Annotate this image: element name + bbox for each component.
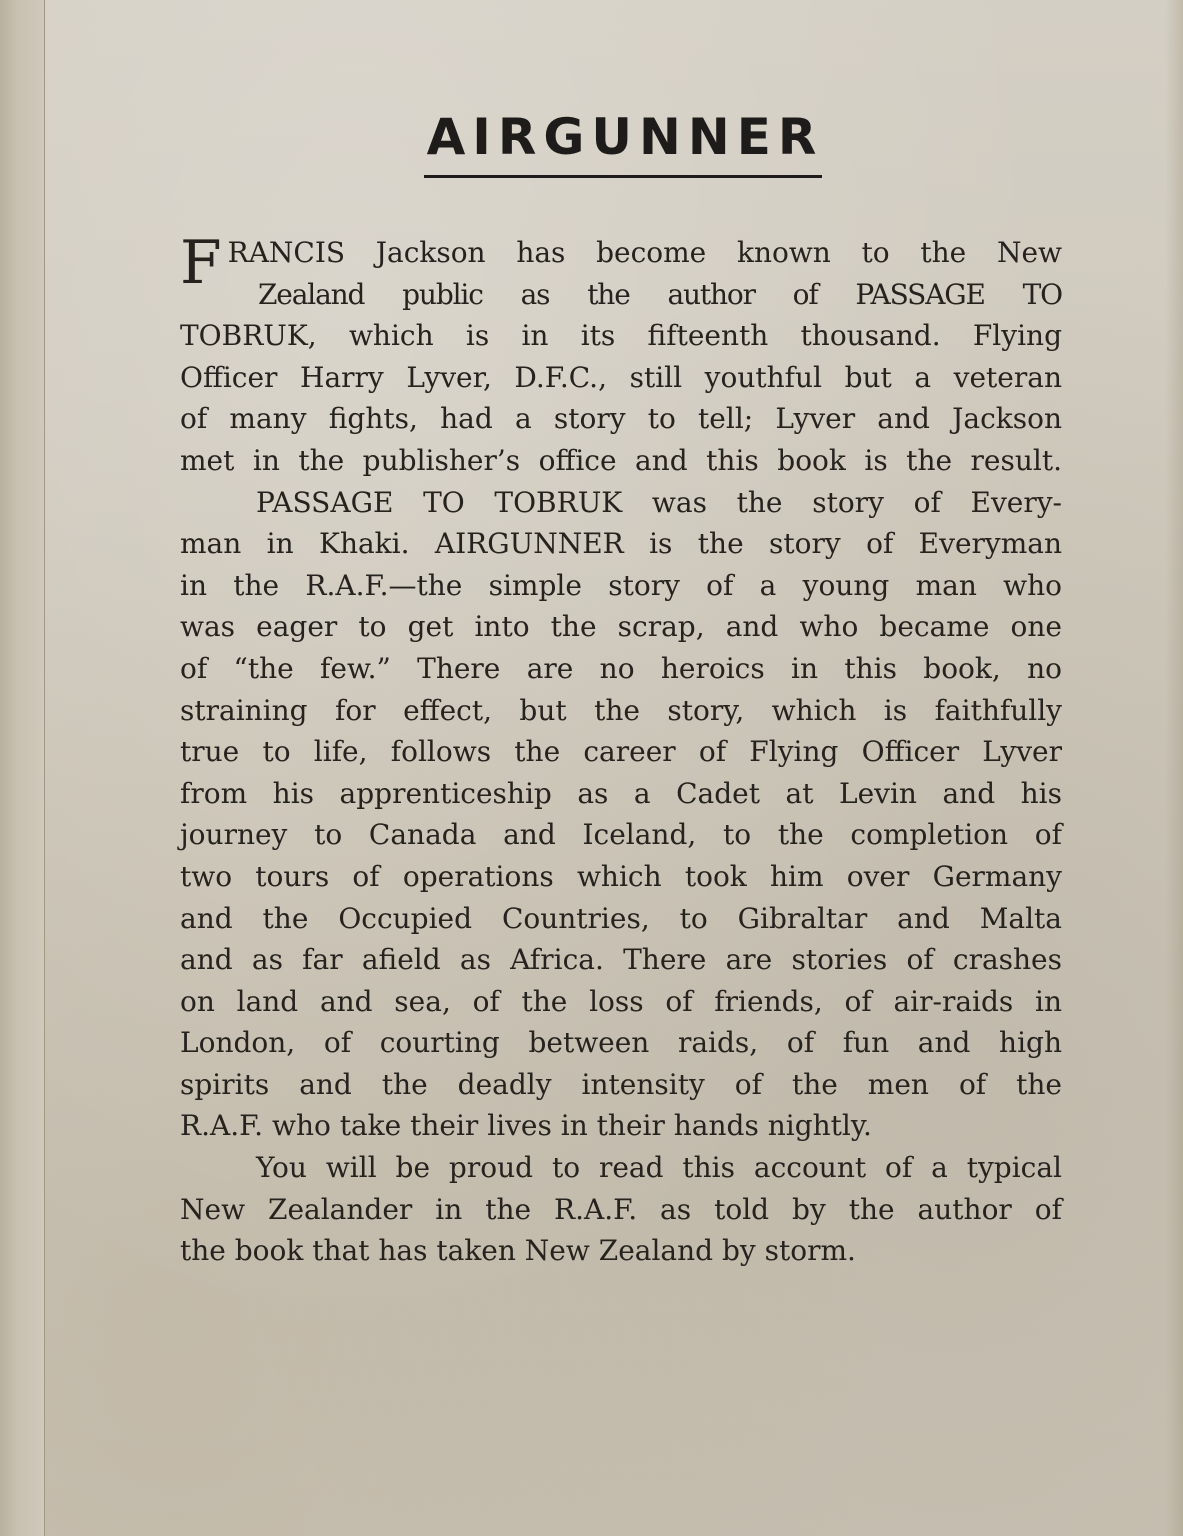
paragraph-3 bbox=[180, 1147, 1062, 1272]
text-line: TOBRUK, which is in its fifteenth thousand. Flying bbox=[180, 319, 1062, 353]
text-line: the book that has taken New Zealand by storm. bbox=[180, 1234, 856, 1268]
text-line: PASSAGE TO TOBRUK was the story of Every- bbox=[256, 485, 1062, 519]
text-line: New Zealander in the R.A.F. as told by the author of bbox=[180, 1192, 1062, 1226]
text-line: Officer Harry Lyver, D.F.C., still youthful but a veteran bbox=[180, 360, 1062, 394]
text-line: spirits and the deadly intensity of the men of the bbox=[180, 1067, 1062, 1101]
text-line: true to life, follows the career of Flying Officer Lyver bbox=[180, 735, 1062, 769]
text-line: London, of courting between raids, of fun and high bbox=[180, 1026, 1062, 1060]
text-line: in the R.A.F.—the simple story of a young man who bbox=[180, 568, 1062, 602]
text-line: journey to Canada and Iceland, to the completion of bbox=[180, 818, 1062, 852]
text-line: from his apprenticeship as a Cadet at Levin and his bbox=[180, 776, 1062, 810]
text-line: You will be proud to read this account of a typical bbox=[256, 1151, 1062, 1185]
text-line: met in the publisher’s office and this book is the result. bbox=[180, 443, 1062, 477]
paragraph-1 bbox=[180, 228, 1062, 482]
drop-cap: F bbox=[180, 228, 222, 298]
paragraph-2 bbox=[180, 482, 1062, 1148]
text-line: man in Khaki. AIRGUNNER is the story of Everyman bbox=[180, 527, 1062, 561]
text-line: and the Occupied Countries, to Gibraltar and Malta bbox=[180, 901, 1062, 935]
text-line: and as far afield as Africa. There are stories of crashes bbox=[180, 943, 1062, 977]
book-title: AIRGUNNER bbox=[426, 108, 824, 166]
text-line: was eager to get into the scrap, and who became one bbox=[180, 610, 1062, 644]
title-underline bbox=[424, 175, 822, 178]
text-line: of many fights, had a story to tell; Lyver and Jackson bbox=[180, 402, 1062, 436]
text-line: RANCIS Jackson has become known to the New bbox=[227, 236, 1062, 269]
spine-edge bbox=[0, 0, 45, 1536]
blurb-text bbox=[180, 228, 1062, 1272]
text-line: straining for effect, but the story, which is faithfully bbox=[180, 693, 1062, 727]
page-edge-shadow bbox=[1165, 0, 1183, 1536]
text-line: Zealand public as the author of PASSAGE TO bbox=[258, 277, 1062, 311]
text-line: on land and sea, of the loss of friends, of air-raids in bbox=[180, 984, 1062, 1018]
text-line: R.A.F. who take their lives in their hands nightly. bbox=[180, 1109, 872, 1143]
text-line: two tours of operations which took him over Germany bbox=[180, 859, 1062, 893]
text-line: of “the few.” There are no heroics in this book, no bbox=[180, 651, 1062, 685]
